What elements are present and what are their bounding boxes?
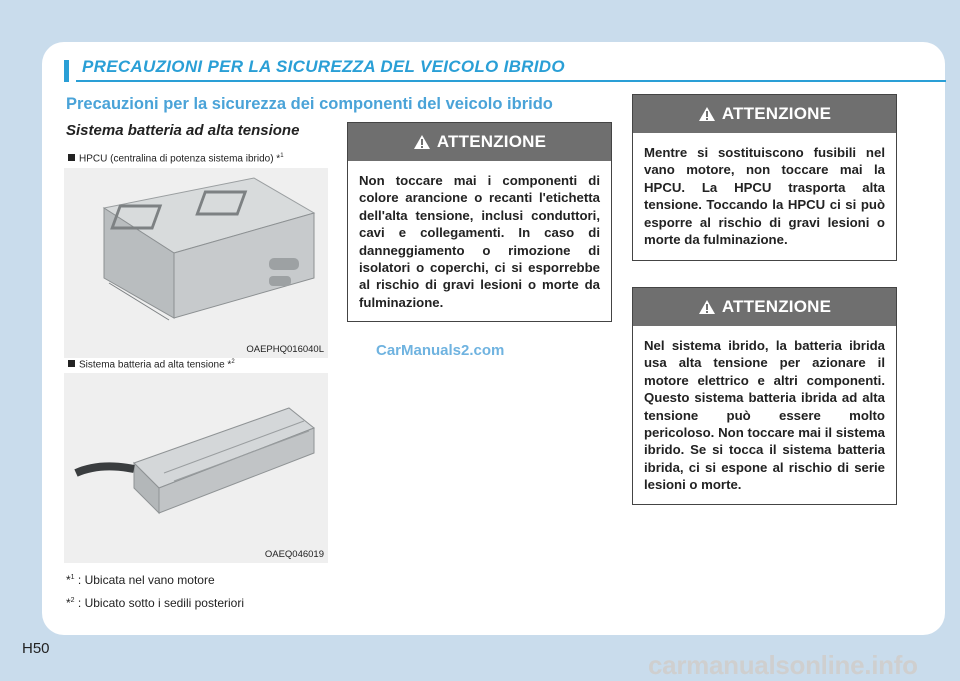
figure-hpcu xyxy=(64,168,328,358)
warning-triangle-icon xyxy=(413,134,431,150)
warning-box-fuses xyxy=(632,94,897,261)
footnote-2: *$^2$ : Ubicato sotto i sedili posteriori xyxy=(66,596,244,610)
watermark-link[interactable]: CarManuals2.com xyxy=(376,342,505,359)
warning-text: Mentre si sostituiscono fusibili nel vano motore, non toccare mai la HPCU. La HPCU trasporta alta tensione. Toccando la HPCU ci si può esporre al rischio di gravi lesioni o morte da fulminazione. xyxy=(644,145,885,248)
figure-code: OAEPHQ016040L xyxy=(246,344,324,355)
warning-text: Nel sistema ibrido, la batteria ibrida usa alta tensione per azionare il motore elettrico e altri componenti. Questo sistema batteria ibrida ad alta tensione può essere molto pericoloso. Non toccare mai il sistema ibrido. Se si tocca il sistema batteria ibrida, ci si espone al rischio di serie lesioni o morte. xyxy=(644,338,885,493)
warning-box-components xyxy=(347,122,612,322)
figure-caption-battery: Sistema batteria ad alta tensione *$^2$ xyxy=(68,359,235,370)
warning-triangle-icon xyxy=(698,299,716,315)
bullet-square-icon xyxy=(68,360,75,367)
warning-header: ATTENZIONE xyxy=(633,288,896,326)
bullet-square-icon xyxy=(68,154,75,161)
warning-header: ATTENZIONE xyxy=(348,123,611,161)
page-number: H50 xyxy=(22,640,50,657)
section-title: PRECAUZIONI PER LA SICUREZZA DEL VEICOLO IBRIDO xyxy=(82,57,565,76)
footer-watermark: carmanualsonline.info xyxy=(648,650,918,680)
subtitle: Precauzioni per la sicurezza dei componenti del veicolo ibrido xyxy=(66,95,553,113)
hv-battery-pack-image xyxy=(64,373,328,563)
warning-box-battery xyxy=(632,287,897,505)
footnote-1: *$^1$ : Ubicata nel vano motore xyxy=(66,573,215,587)
subsubtitle: Sistema batteria ad alta tensione xyxy=(66,122,300,139)
section-rule xyxy=(76,80,946,82)
section-marker xyxy=(64,60,69,82)
figure-battery xyxy=(64,373,328,563)
hpcu-unit-image xyxy=(64,168,328,358)
figure-caption-hpcu: HPCU (centralina di potenza sistema ibrido) *$^1$ xyxy=(68,153,284,164)
figure-code: OAEQ046019 xyxy=(264,549,324,560)
warning-triangle-icon xyxy=(698,106,716,122)
warning-header: ATTENZIONE xyxy=(633,95,896,133)
warning-text: Non toccare mai i componenti di colore arancione o recanti l'etichetta dell'alta tensione, inclusi conduttori, cavi e collegamenti. In caso di danneggiamento o rimozione di isolatori o coperchi, ci si esporrebbe al rischio di gravi lesioni o morte da fulminazione. xyxy=(359,173,600,310)
